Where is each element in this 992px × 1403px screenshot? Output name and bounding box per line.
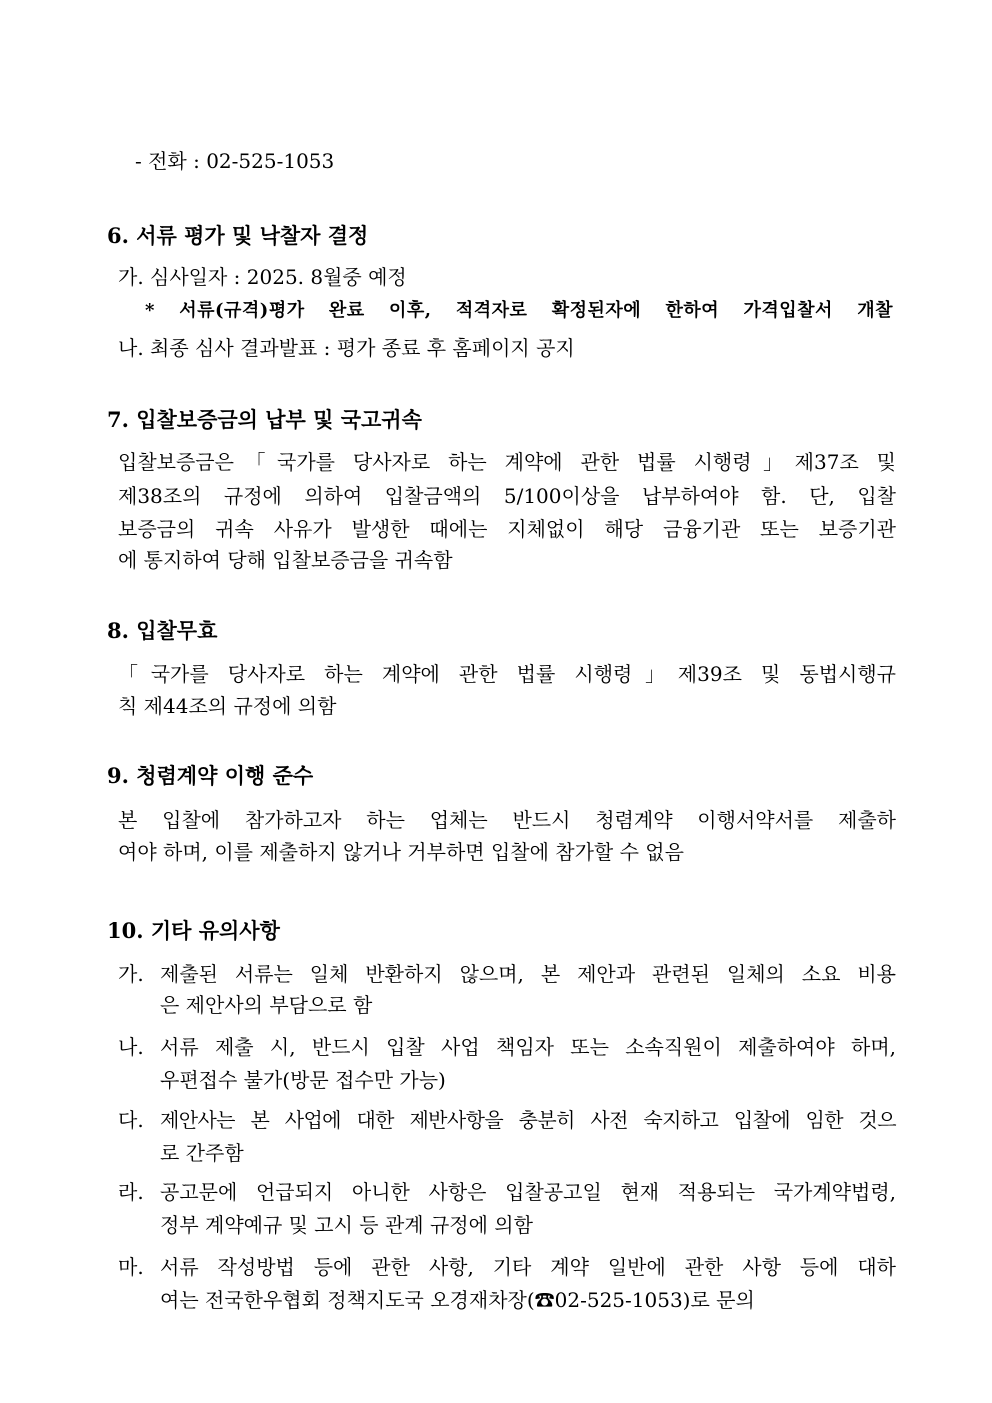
- contact-phone-line: - 전화 : 02-525-1053: [135, 149, 335, 173]
- list-item-text: 정부 계약예규 및 고시 등 관계 규정에 의함: [160, 1213, 533, 1237]
- section-7-paragraph-line: 에 통지하여 당해 입찰보증금을 귀속함: [118, 548, 453, 572]
- list-item-text: 서류 작성방법 등에 관한 사항, 기타 계약 일반에 관한 사항 등에 대하: [160, 1255, 896, 1279]
- section-9-paragraph-line: 본 입찰에 참가하고자 하는 업체는 반드시 청렴계약 이행서약서를 제출하: [118, 808, 896, 832]
- list-item-text: 공고문에 언급되지 아니한 사항은 입찰공고일 현재 적용되는 국가계약법령,: [160, 1180, 896, 1204]
- section-7-paragraph-line: 보증금의 귀속 사유가 발생한 때에는 지체없이 해당 금융기관 또는 보증기관: [118, 517, 896, 541]
- section-7-paragraph-line: 입찰보증금은「국가를 당사자로 하는 계약에 관한 법률 시행령」제37조 및: [118, 450, 896, 474]
- list-item-marker: 다.: [118, 1108, 144, 1132]
- section-8-paragraph-line: 칙 제44조의 규정에 의함: [118, 694, 337, 718]
- list-item-text: 서류 제출 시, 반드시 입찰 사업 책임자 또는 소속직원이 제출하여야 하며,: [160, 1035, 896, 1059]
- list-item-text: 제안사는 본 사업에 대한 제반사항을 충분히 사전 숙지하고 입찰에 임한 것으: [160, 1108, 896, 1132]
- list-item-text: 우편접수 불가(방문 접수만 가능): [160, 1068, 446, 1092]
- list-item-marker: 라.: [118, 1180, 144, 1204]
- list-item-text: 은 제안사의 부담으로 함: [160, 993, 373, 1017]
- section-10-title: 10. 기타 유의사항: [107, 918, 280, 943]
- section-9-paragraph-line: 여야 하며, 이를 제출하지 않거나 거부하면 입찰에 참가할 수 없음: [118, 840, 684, 864]
- list-item-marker: 마.: [118, 1255, 144, 1279]
- list-item-marker: 나.: [118, 1035, 144, 1059]
- section-6-note: * 서류(규격)평가 완료 이후, 적격자로 확정된자에 한하여 가격입찰서 개찰: [145, 300, 893, 321]
- list-item-text: 제출된 서류는 일체 반환하지 않으며, 본 제안과 관련된 일체의 소요 비용: [160, 962, 896, 986]
- section-6-title: 6. 서류 평가 및 낙찰자 결정: [107, 223, 369, 248]
- list-item-text: 여는 전국한우협회 정책지도국 오경재차장(☎02-525-1053)로 문의: [160, 1288, 755, 1312]
- section-8-paragraph-line: 「국가를 당사자로 하는 계약에 관한 법률 시행령」제39조 및 동법시행규: [118, 662, 896, 686]
- section-6-item-na: 나. 최종 심사 결과발표 : 평가 종료 후 홈페이지 공지: [118, 336, 575, 360]
- section-8-title: 8. 입찰무효: [107, 618, 218, 643]
- list-item-text: 로 간주함: [160, 1141, 244, 1165]
- section-9-title: 9. 청렴계약 이행 준수: [107, 763, 314, 788]
- section-6-item-ga: 가. 심사일자 : 2025. 8월중 예정: [118, 265, 407, 289]
- list-item-marker: 가.: [118, 962, 144, 986]
- section-7-paragraph-line: 제38조의 규정에 의하여 입찰금액의 5/100이상을 납부하여야 함. 단, 입찰: [118, 484, 896, 508]
- section-7-title: 7. 입찰보증금의 납부 및 국고귀속: [107, 407, 422, 432]
